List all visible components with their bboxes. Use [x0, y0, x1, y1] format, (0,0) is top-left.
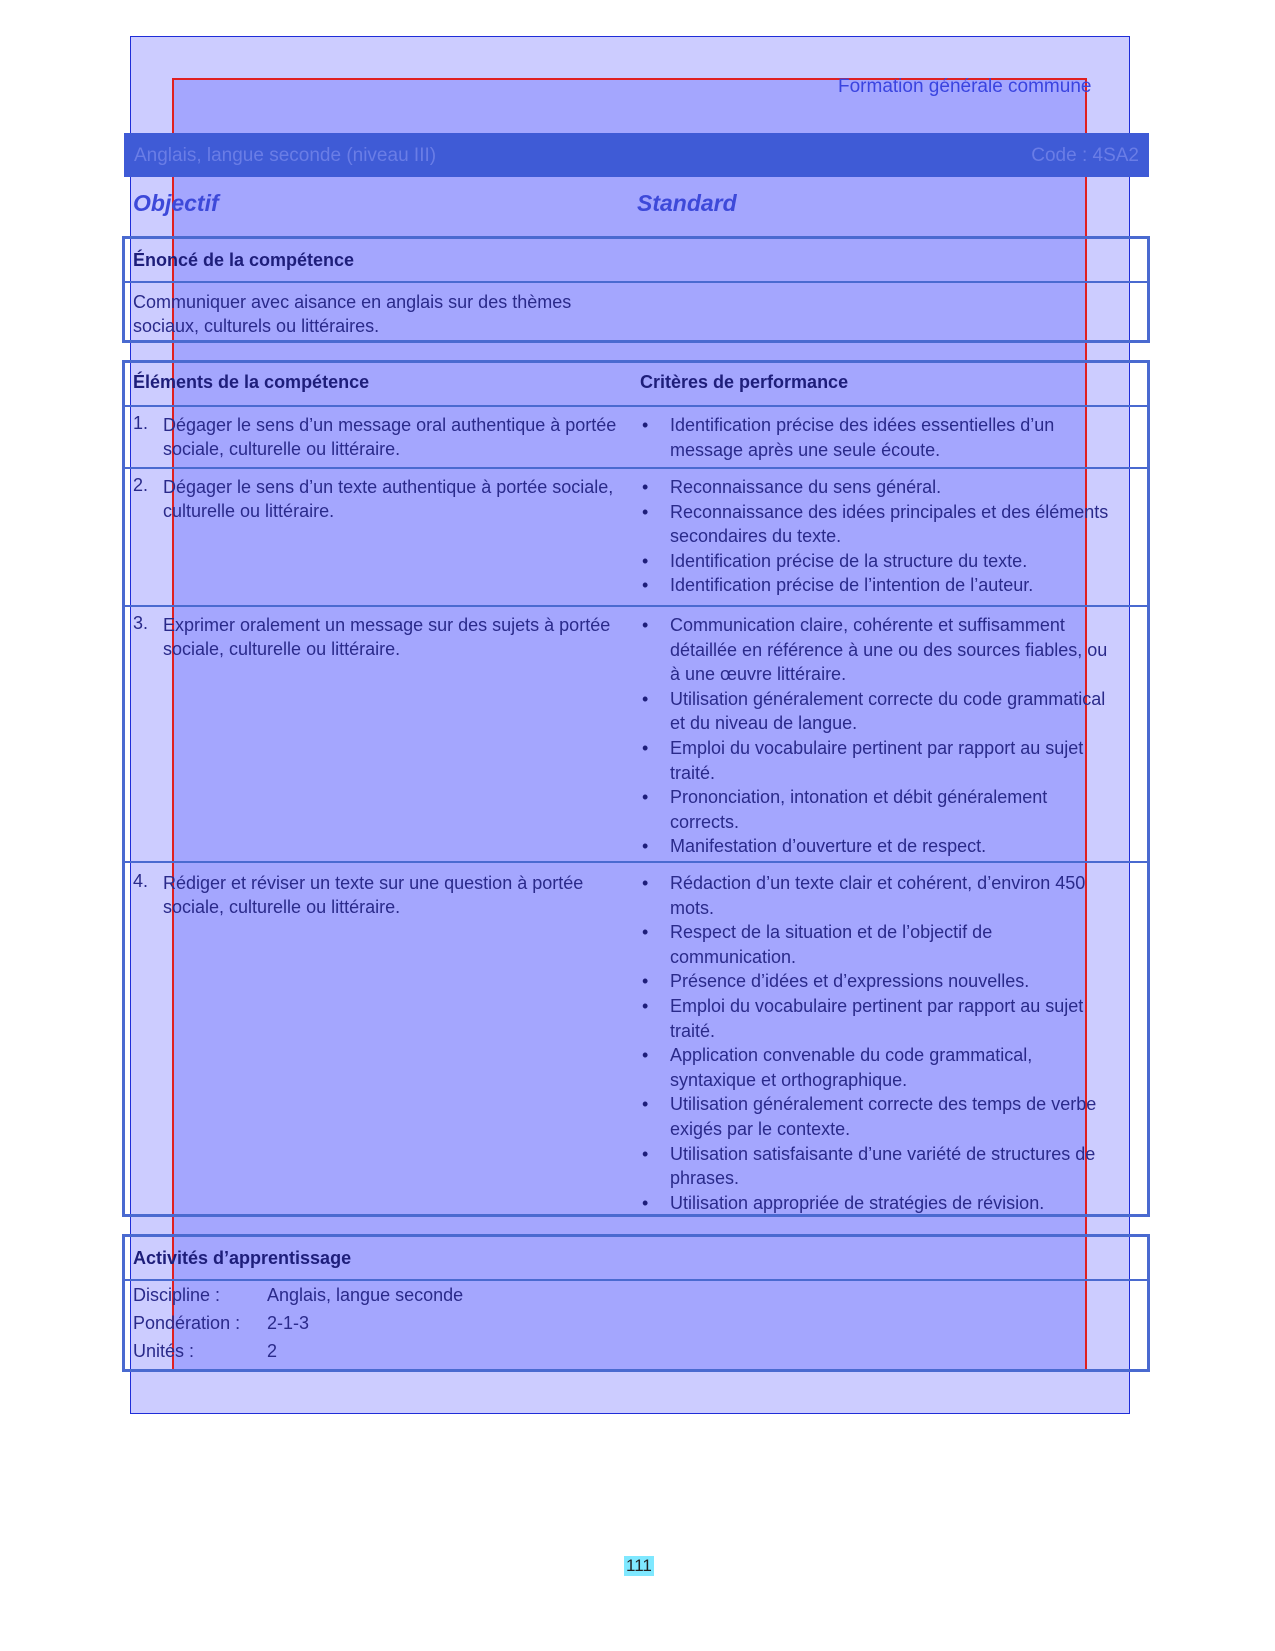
activites-title: Activités d’apprentissage: [133, 1248, 352, 1268]
unites-value: 2: [267, 1341, 278, 1361]
element-number: 1.: [133, 413, 149, 433]
divider: [125, 1279, 1147, 1281]
enonce-text: Communiquer avec aisance en anglais sur des thèmes sociaux, culturels ou littéraires.: [133, 292, 572, 336]
course-code: Code : 4SA2: [1031, 145, 1139, 166]
elements-title: Éléments de la compétence: [133, 372, 370, 392]
element-text: Exprimer oralement un message sur des sujets à portée sociale, culturelle ou littéraire.: [163, 615, 611, 659]
divider: [125, 467, 1147, 469]
criteria-list: [640, 871, 1110, 1215]
discipline-value: Anglais, langue seconde: [267, 1285, 464, 1305]
objectif-heading: Objectif: [133, 190, 219, 216]
criterion-item: • Emploi du vocabulaire pertinent par rapport au sujet traité.: [640, 736, 1110, 785]
course-band: [124, 133, 1149, 177]
element-number: 4.: [133, 871, 149, 891]
criterion-item: • Rédaction d’un texte clair et cohérent, d’environ 450 mots.: [640, 871, 1110, 920]
criterion-item: • Identification précise de l’intention de l’auteur.: [640, 573, 1110, 598]
standard-heading: Standard: [637, 190, 737, 216]
unites-row: [133, 1341, 277, 1362]
criterion-item: • Présence d’idées et d’expressions nouvelles.: [640, 969, 1110, 994]
discipline-row: [133, 1285, 463, 1306]
criterion-item: • Identification précise des idées essentielles d’un message après une seule écoute.: [640, 413, 1110, 462]
element-text: Dégager le sens d’un texte authentique à portée sociale, culturelle ou littéraire.: [163, 477, 614, 521]
element-number: 3.: [133, 613, 149, 633]
formation-label: Formation générale commune: [838, 76, 1092, 97]
criteria-list: [640, 413, 1110, 462]
course-title: Anglais, langue seconde (niveau III): [134, 145, 437, 166]
criterion-item: • Utilisation généralement correcte des temps de verbe exigés par le contexte.: [640, 1092, 1110, 1141]
ponderation-value: 2-1-3: [267, 1313, 310, 1333]
ponderation-row: [133, 1313, 309, 1334]
page-number: 111: [626, 1556, 652, 1575]
criterion-item: • Respect de la situation et de l’objectif de communication.: [640, 920, 1110, 969]
criterion-item: • Reconnaissance des idées principales et des éléments secondaires du texte.: [640, 500, 1110, 549]
criterion-item: • Emploi du vocabulaire pertinent par rapport au sujet traité.: [640, 994, 1110, 1043]
criterion-item: • Prononciation, intonation et débit généralement corrects.: [640, 785, 1110, 834]
criterion-item: • Utilisation satisfaisante d’une variété de structures de phrases.: [640, 1142, 1110, 1191]
divider: [125, 405, 1147, 407]
enonce-title: Énoncé de la compétence: [133, 250, 355, 270]
criterion-item: • Application convenable du code grammatical, syntaxique et orthographique.: [640, 1043, 1110, 1092]
criterion-item: • Reconnaissance du sens général.: [640, 475, 1110, 500]
criterion-item: • Communication claire, cohérente et suffisamment détaillée en référence à une ou des sources fiables, ou à une œuvre littéraire.: [640, 613, 1110, 687]
criteria-list: [640, 613, 1110, 859]
criterion-item: • Utilisation appropriée de stratégies de révision.: [640, 1191, 1110, 1216]
divider: [125, 861, 1147, 863]
divider: [125, 281, 1147, 283]
element-text: Dégager le sens d’un message oral authentique à portée sociale, culturelle ou littéraire.: [163, 415, 617, 459]
ponderation-label: Pondération :: [133, 1313, 241, 1333]
discipline-label: Discipline :: [133, 1285, 221, 1305]
criterion-item: • Manifestation d’ouverture et de respect.: [640, 834, 1110, 859]
criterion-item: • Utilisation généralement correcte du code grammatical et du niveau de langue.: [640, 687, 1110, 736]
divider: [125, 605, 1147, 607]
unites-label: Unités :: [133, 1341, 195, 1361]
criterion-item: • Identification précise de la structure du texte.: [640, 549, 1110, 574]
criteres-title: Critères de performance: [640, 372, 849, 392]
criteria-list: [640, 475, 1110, 598]
element-text: Rédiger et réviser un texte sur une question à portée sociale, culturelle ou littéraire.: [163, 873, 584, 917]
element-number: 2.: [133, 475, 149, 495]
